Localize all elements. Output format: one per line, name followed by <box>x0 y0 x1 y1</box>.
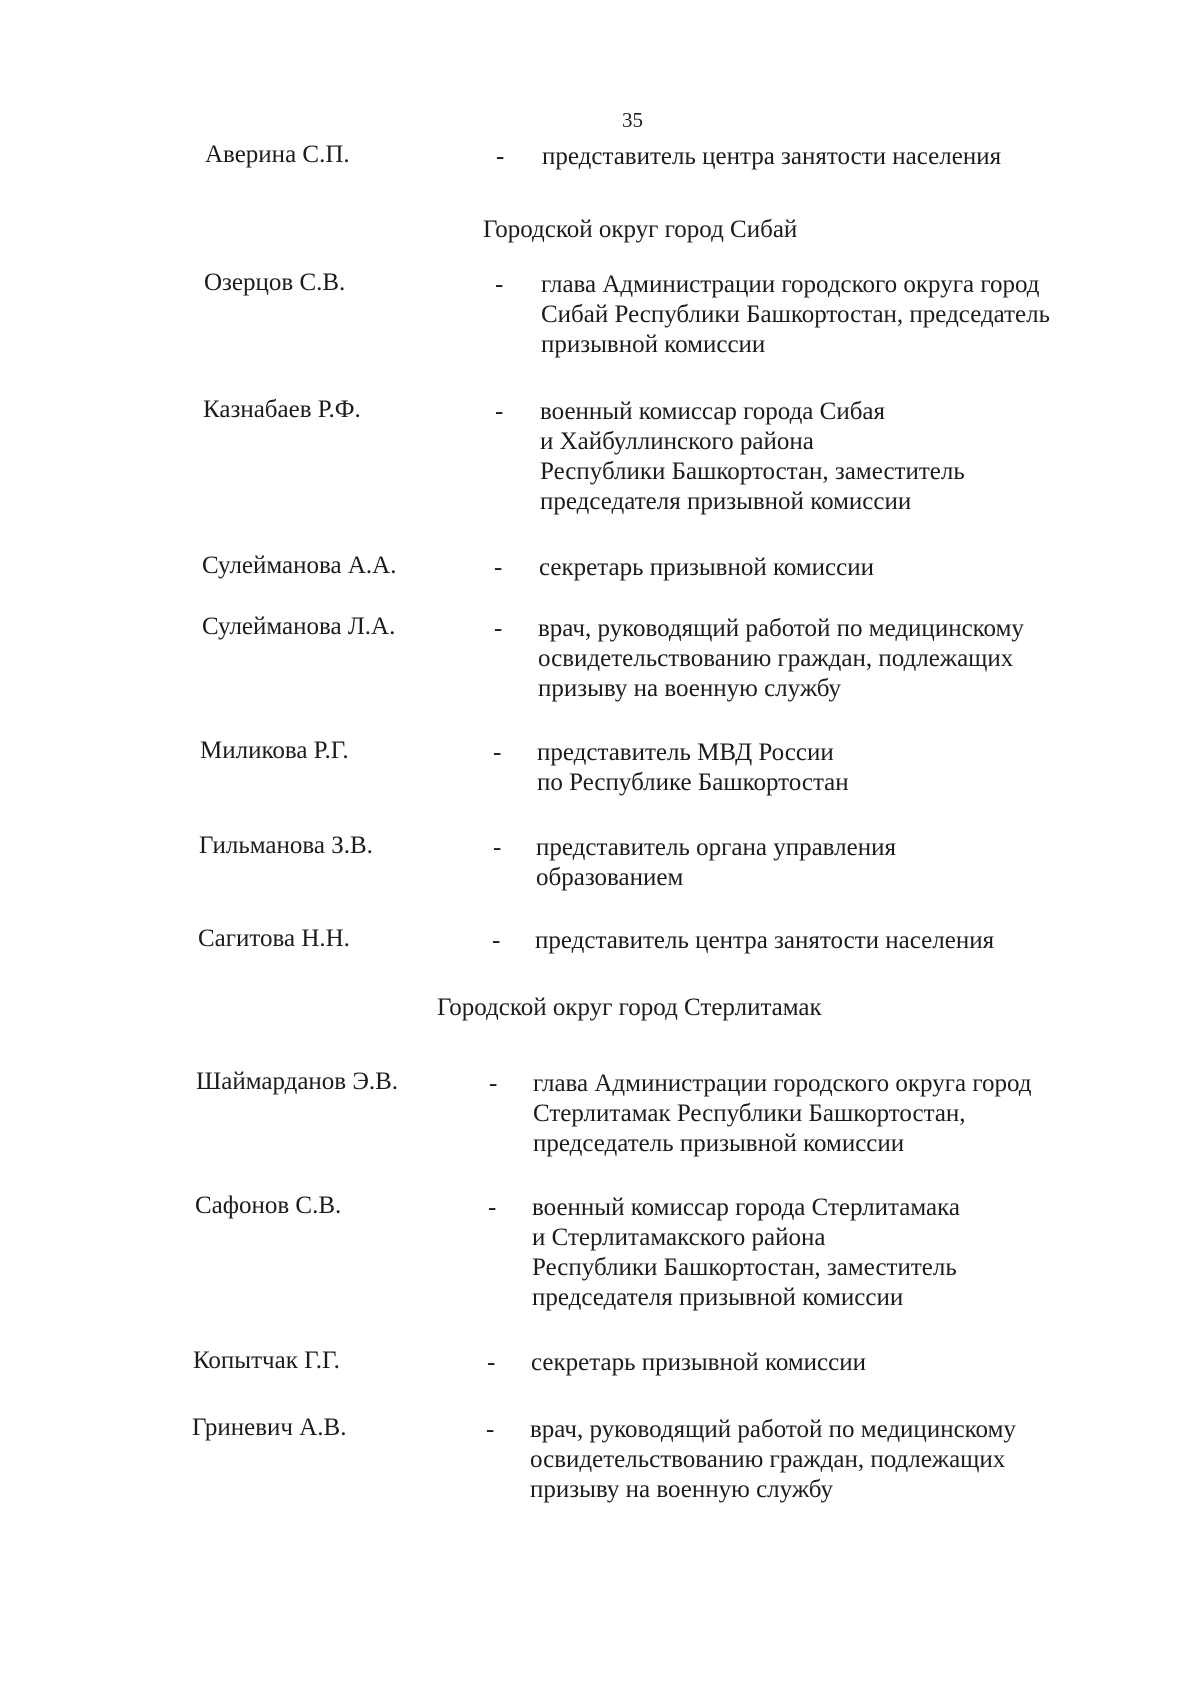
entry-dash: - <box>488 1194 497 1221</box>
role-line: освидетельствованию граждан, подлежащих <box>530 1446 1006 1473</box>
role-line: секретарь призывной комиссии <box>539 554 875 581</box>
member-role <box>538 614 1158 704</box>
entry-dash: - <box>489 1070 498 1097</box>
role-line: врач, руководящий работой по медицинскому <box>530 1416 1016 1443</box>
member-name: Озерцов С.В. <box>204 269 346 296</box>
section-heading: Городской округ город Стерлитамак <box>437 994 822 1021</box>
role-line: Республики Башкортостан, заместитель <box>540 458 965 485</box>
entry-dash: - <box>494 615 503 642</box>
member-role <box>531 1348 1151 1378</box>
entry-dash: - <box>492 927 501 954</box>
page-number: 35 <box>622 108 643 132</box>
role-line: освидетельствованию граждан, подлежащих <box>538 645 1014 672</box>
member-name: Миликова Р.Г. <box>200 737 349 764</box>
member-name: Шаймарданов Э.В. <box>196 1068 399 1095</box>
role-line: образованием <box>536 864 684 891</box>
role-line: и Хайбуллинского района <box>540 428 814 455</box>
entry-dash: - <box>487 1349 496 1376</box>
role-line: представитель МВД России <box>537 739 834 766</box>
role-line: глава Администрации городского округа город <box>541 271 1040 298</box>
role-line: призывной комиссии <box>541 331 766 358</box>
member-role <box>537 738 1157 798</box>
role-line: Стерлитамак Республики Башкортостан, <box>533 1100 966 1127</box>
role-line: Республики Башкортостан, заместитель <box>532 1254 957 1281</box>
role-line: врач, руководящий работой по медицинскому <box>538 615 1024 642</box>
member-name: Казнабаев Р.Ф. <box>203 396 361 423</box>
member-role <box>542 142 1162 172</box>
role-line: военный комиссар города Стерлитамака <box>532 1194 960 1221</box>
member-role <box>536 833 1156 893</box>
entry-dash: - <box>493 834 502 861</box>
member-role <box>532 1193 1152 1313</box>
member-role <box>530 1415 1150 1505</box>
member-name: Аверина С.П. <box>205 141 350 168</box>
member-name: Копытчак Г.Г. <box>193 1347 340 1374</box>
member-role <box>540 397 1160 517</box>
member-role <box>535 926 1155 956</box>
role-line: председателя призывной комиссии <box>532 1284 904 1311</box>
member-name: Гильманова З.В. <box>199 832 373 859</box>
member-name: Сафонов С.В. <box>195 1192 342 1219</box>
entry-dash: - <box>493 739 502 766</box>
role-line: представитель центра занятости населения <box>542 143 1002 170</box>
role-line: Сибай Республики Башкортостан, председатель <box>541 301 1051 328</box>
role-line: по Республике Башкортостан <box>537 769 849 796</box>
role-line: председателя призывной комиссии <box>540 488 912 515</box>
entry-dash: - <box>495 271 504 298</box>
entry-dash: - <box>494 554 503 581</box>
role-line: призыву на военную службу <box>530 1476 834 1503</box>
role-line: представитель органа управления <box>536 834 896 861</box>
entry-dash: - <box>496 143 505 170</box>
section-heading: Городской округ город Сибай <box>483 216 798 243</box>
member-name: Гриневич А.В. <box>192 1414 347 1441</box>
role-line: и Стерлитамакского района <box>532 1224 826 1251</box>
member-role <box>533 1069 1153 1159</box>
member-role <box>539 553 1159 583</box>
entry-dash: - <box>486 1416 495 1443</box>
role-line: председатель призывной комиссии <box>533 1130 905 1157</box>
member-name: Сулейманова Л.А. <box>202 613 396 640</box>
entry-dash: - <box>495 398 504 425</box>
member-role <box>541 270 1161 360</box>
role-line: военный комиссар города Сибая <box>540 398 886 425</box>
role-line: представитель центра занятости населения <box>535 927 995 954</box>
role-line: секретарь призывной комиссии <box>531 1349 867 1376</box>
role-line: призыву на военную службу <box>538 675 842 702</box>
member-name: Сулейманова А.А. <box>202 552 397 579</box>
role-line: глава Администрации городского округа город <box>533 1070 1032 1097</box>
member-name: Сагитова Н.Н. <box>198 925 350 952</box>
